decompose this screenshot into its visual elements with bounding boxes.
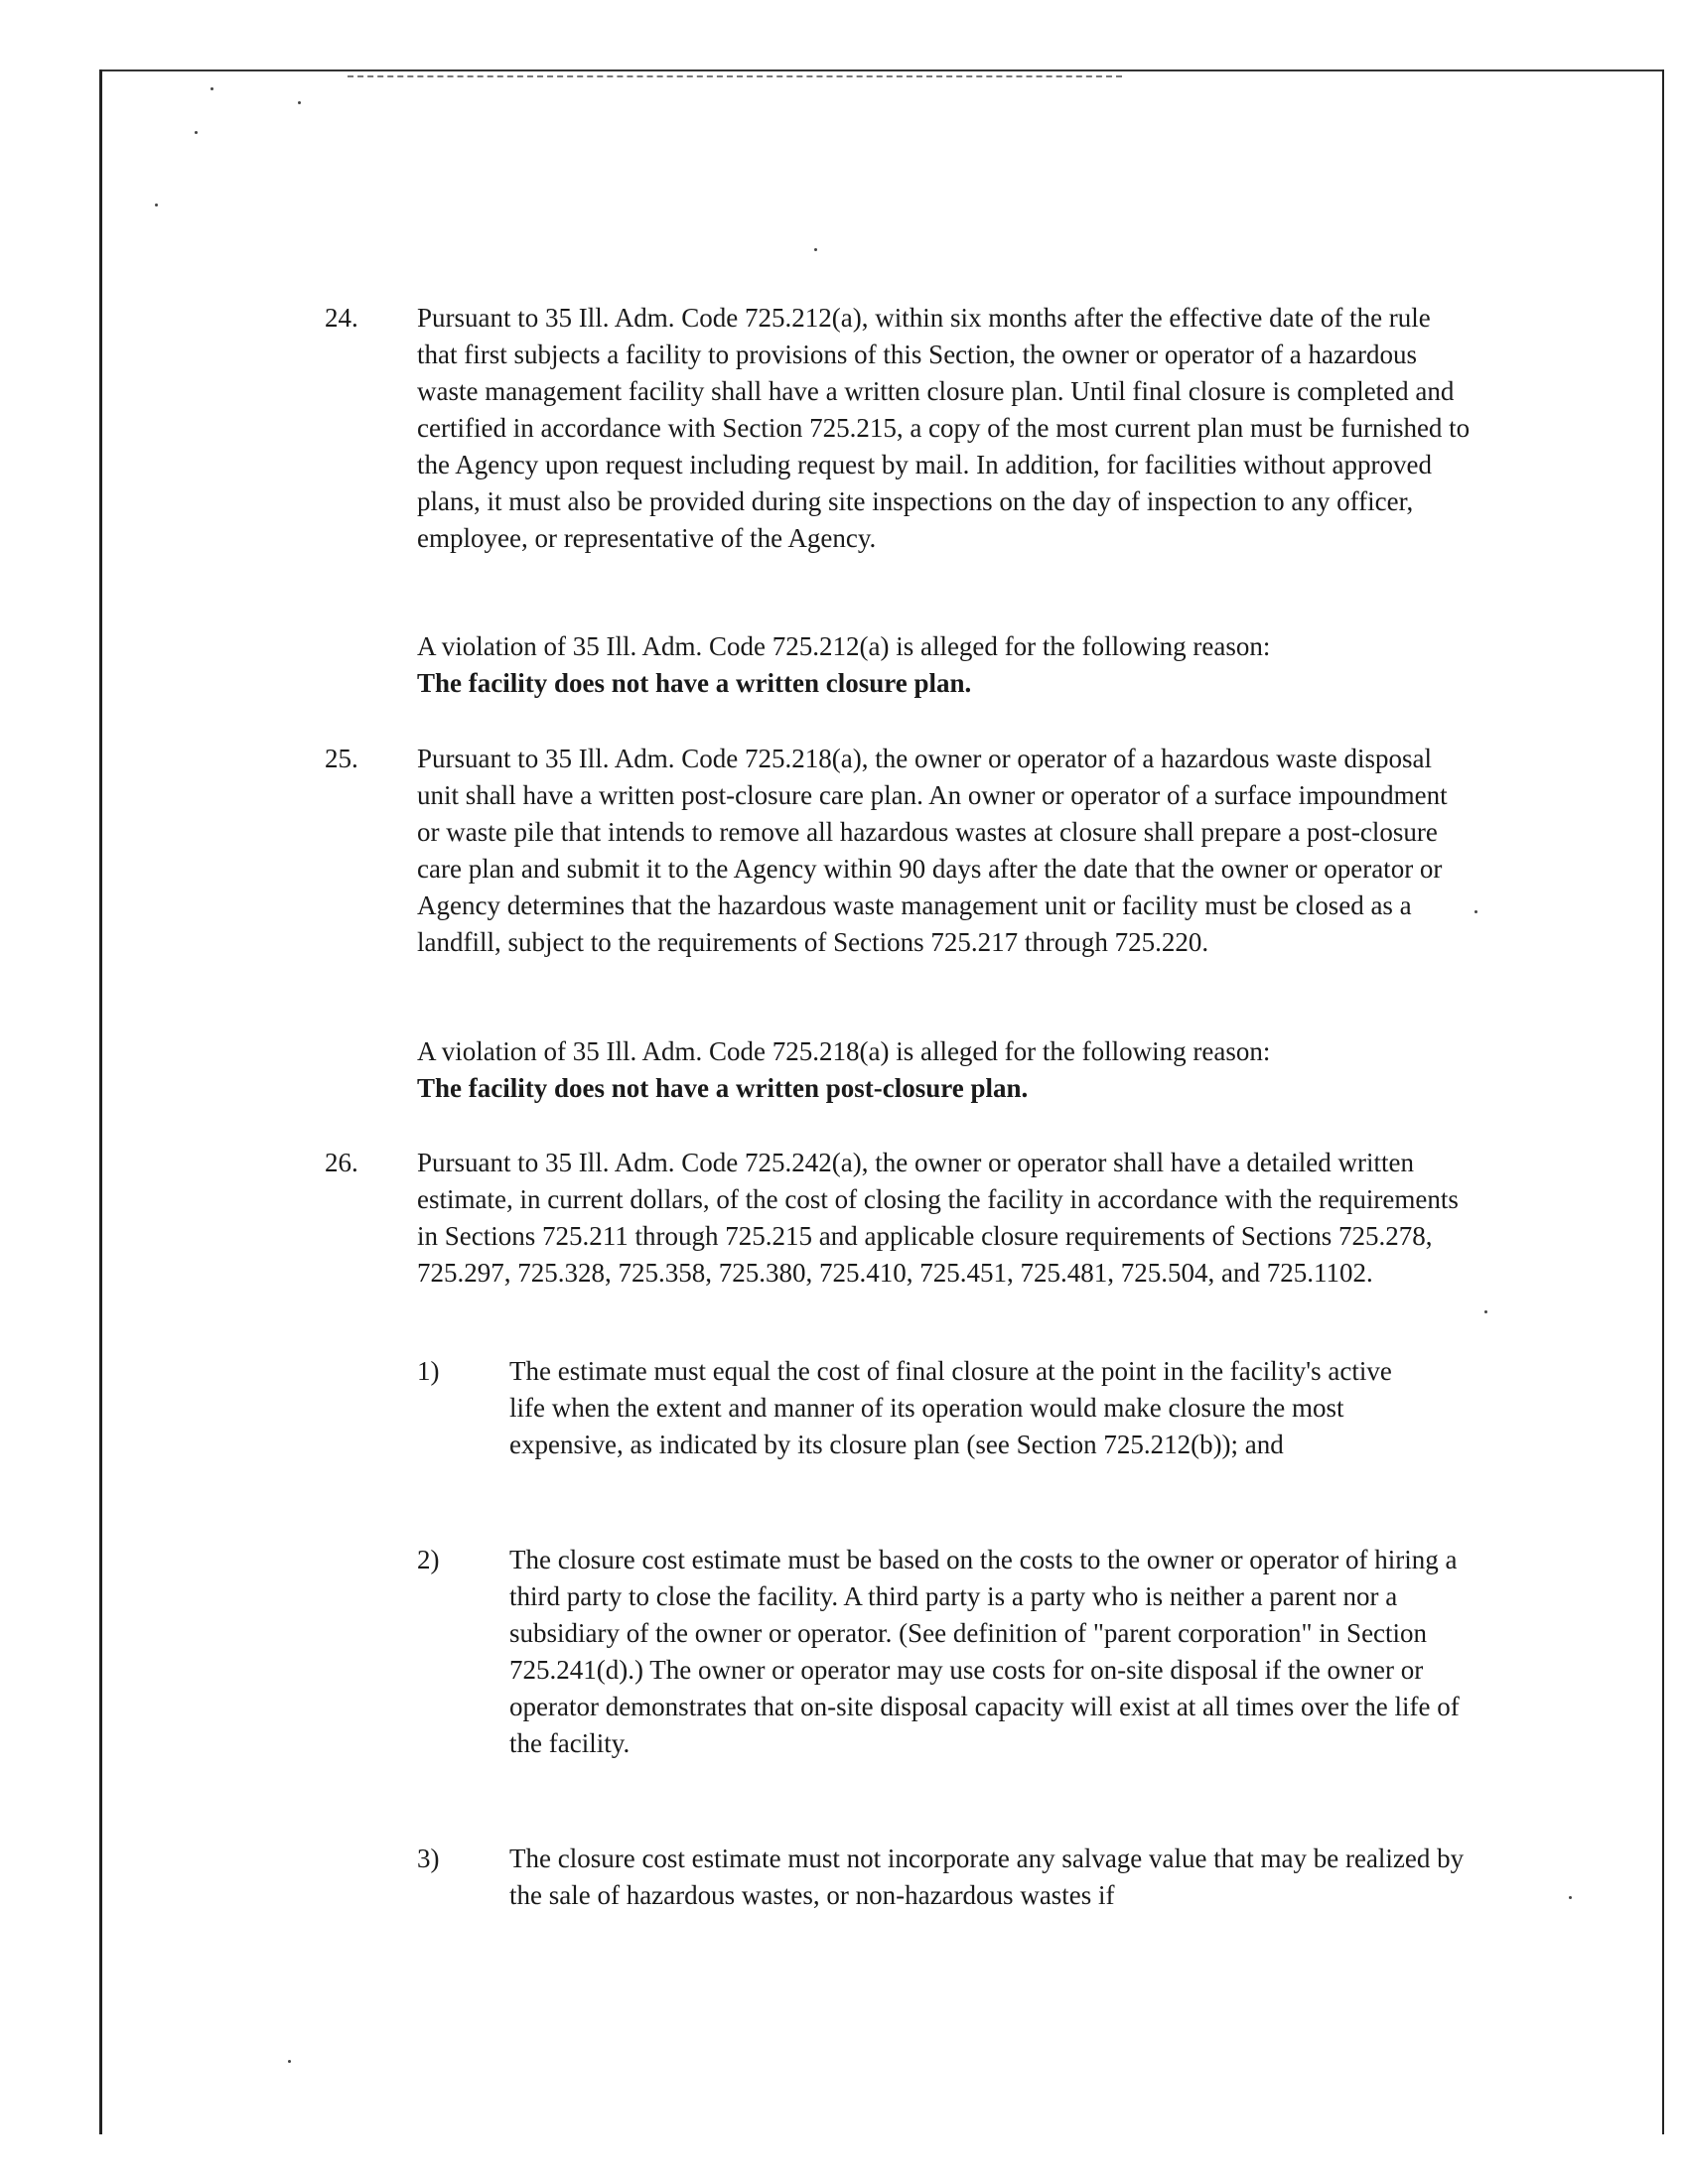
subitem-2-number: 2) [417,1545,440,1574]
scan-frame-dash [348,75,1122,77]
item-24-violation [417,628,1472,702]
scan-frame-left [99,69,102,2134]
item-25-violation-text: A violation of 35 Ill. Adm. Code 725.218(a) is alleged for the following reason: [417,1036,1271,1066]
scan-speck [155,204,158,206]
item-24-violation-text: A violation of 35 Ill. Adm. Code 725.212(a) is alleged for the following reason: [417,631,1271,661]
item-25-text: Pursuant to 35 Ill. Adm. Code 725.218(a), the owner or operator of a hazardous waste disposal unit shall have a written post-closure care plan. An owner or operator of a surface impoundment or waste pile that intends to remove all hazardous wastes at closure shall prepare a post-closure care plan and submit it to the Agency within 90 days after the date that the owner or operator or Agency determines that the hazardous waste management unit or facility must be closed as a landfill, subject to the requirements of Sections 725.217 through 725.220. [417,744,1448,957]
subitem-3-text: The closure cost estimate must not incorporate any salvage value that may be realized by the sale of hazardous wastes, or non-hazardous wastes if [509,1843,1465,1910]
scan-speck [814,248,817,251]
item-26-text: Pursuant to 35 Ill. Adm. Code 725.242(a), the owner or operator shall have a detailed written estimate, in current dollars, of the cost of closing the facility in accordance with the requirements in Sections 725.211 through 725.215 and applicable closure requirements of Sections 725.278, 725.297, 725.328, 725.358, 725.380, 725.410, 725.451, 725.481, 725.504, and 725.1102. [417,1148,1459,1288]
item-24-text: Pursuant to 35 Ill. Adm. Code 725.212(a), within six months after the effective date of the rule that first subjects a facility to provisions of this Section, the owner or operator of a hazardous waste management facility shall have a written closure plan. Until final closure is completed and certified in accordance with Section 725.215, a copy of the most current plan must be furnished to the Agency upon request including request by mail. In addition, for facilities without approved plans, it must also be provided during site inspections on the day of inspection to any officer, employee, or representative of the Agency. [417,303,1471,553]
item-25-violation [417,1033,1472,1107]
subitem-1-number: 1) [417,1356,440,1386]
subitem-3-number: 3) [417,1843,440,1873]
scan-speck [1569,1896,1572,1899]
scan-speck [1484,1310,1487,1313]
scan-speck [210,87,213,90]
scan-speck [1474,910,1477,913]
scan-frame-right [1662,69,1664,2134]
item-26-number: 26. [325,1148,358,1177]
scan-frame-top [99,69,1663,71]
item-24-violation-reason: The facility does not have a written closure plan. [417,668,972,698]
item-25-number: 25. [325,744,358,773]
scan-speck [195,131,198,134]
subitem-1-text: The estimate must equal the cost of final closure at the point in the facility's active life when the extent and manner of its operation would make closure the most expensive, as indicated by its closure plan (see Section 725.212(b)); and [509,1356,1392,1459]
item-25-violation-reason: The facility does not have a written post-closure plan. [417,1073,1029,1103]
subitem-2-text: The closure cost estimate must be based on the costs to the owner or operator of hiring a third party to close the facility. A third party is a party who is neither a parent nor a subsidiary of the owner or operator. (See definition of "parent corporation" in Section 725.241(d).) The owner or operator may use costs for on-site disposal if the owner or operator demonstrates that on-site disposal capacity will exist at all times over the life of the facility. [509,1545,1460,1758]
item-24-number: 24. [325,303,358,333]
scan-speck [298,101,301,104]
scan-speck [288,2060,291,2063]
